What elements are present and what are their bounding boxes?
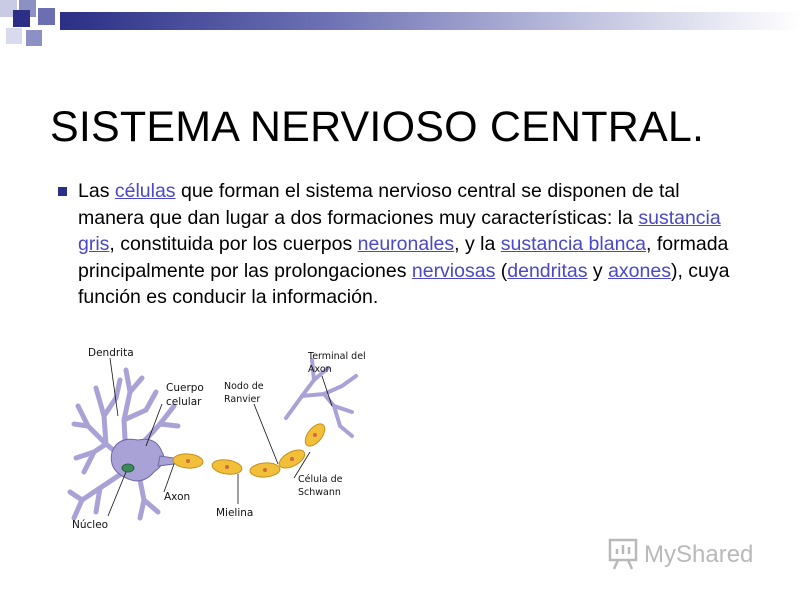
label-celular: celular — [166, 396, 202, 408]
link-nerviosas[interactable]: nerviosas — [411, 259, 496, 282]
label-cuerpo: Cuerpo — [166, 382, 204, 394]
label-celula: Célula de — [298, 474, 343, 485]
bullet-item — [55, 178, 745, 311]
myshared-logo — [606, 536, 776, 572]
label-axon: Axon — [164, 491, 191, 503]
slide-title: SISTEMA NERVIOSO CENTRAL. — [50, 102, 705, 151]
presentation-board-icon — [610, 540, 636, 569]
text-segment: , constituida por los cuerpos — [109, 233, 358, 255]
deco-square — [38, 8, 55, 25]
label-nucleo: Núcleo — [72, 519, 109, 531]
label-nodo: Nodo de — [224, 381, 264, 392]
link-dendritas[interactable]: dendritas — [507, 259, 588, 282]
label-schwann: Schwann — [298, 487, 341, 498]
label-dendrita: Dendrita — [88, 347, 134, 359]
text-segment: , y la — [454, 233, 501, 255]
diagram-labels — [72, 347, 366, 531]
text-segment: y — [587, 259, 609, 282]
logo-text: MyShared — [644, 541, 754, 568]
deco-square — [13, 10, 30, 27]
text-segment: ), cuya función es conducir la información. — [78, 259, 730, 308]
bullet-square-icon — [58, 187, 67, 196]
text-segment: que forman el sistema nervioso central se disponen de tal manera que dan lugar a dos formaciones muy características: la — [78, 180, 680, 229]
deco-square — [26, 30, 42, 46]
link-sustancia-gris[interactable]: sustancia gris — [78, 206, 721, 255]
bullet-text — [78, 178, 745, 311]
deco-square — [6, 28, 22, 44]
link-celulas[interactable]: células — [114, 180, 176, 202]
myelin-sheath — [173, 420, 329, 478]
label-axon-terminal: Axon — [308, 364, 332, 375]
text-segment: Las — [78, 180, 115, 202]
label-ranvier: Ranvier — [224, 394, 261, 405]
text-segment: , formada principalmente por las prolongaciones — [78, 233, 729, 282]
neuron-diagram — [66, 340, 386, 536]
text-segment: ( — [495, 259, 508, 282]
nucleus — [122, 464, 134, 472]
label-mielina: Mielina — [216, 507, 254, 519]
label-terminal: Terminal del — [308, 351, 366, 362]
link-neuronales[interactable]: neuronales — [357, 233, 455, 255]
title-bar-gradient — [60, 12, 800, 30]
link-sustancia-blanca[interactable]: sustancia blanca — [500, 233, 647, 255]
link-axones[interactable]: axones — [608, 259, 671, 282]
